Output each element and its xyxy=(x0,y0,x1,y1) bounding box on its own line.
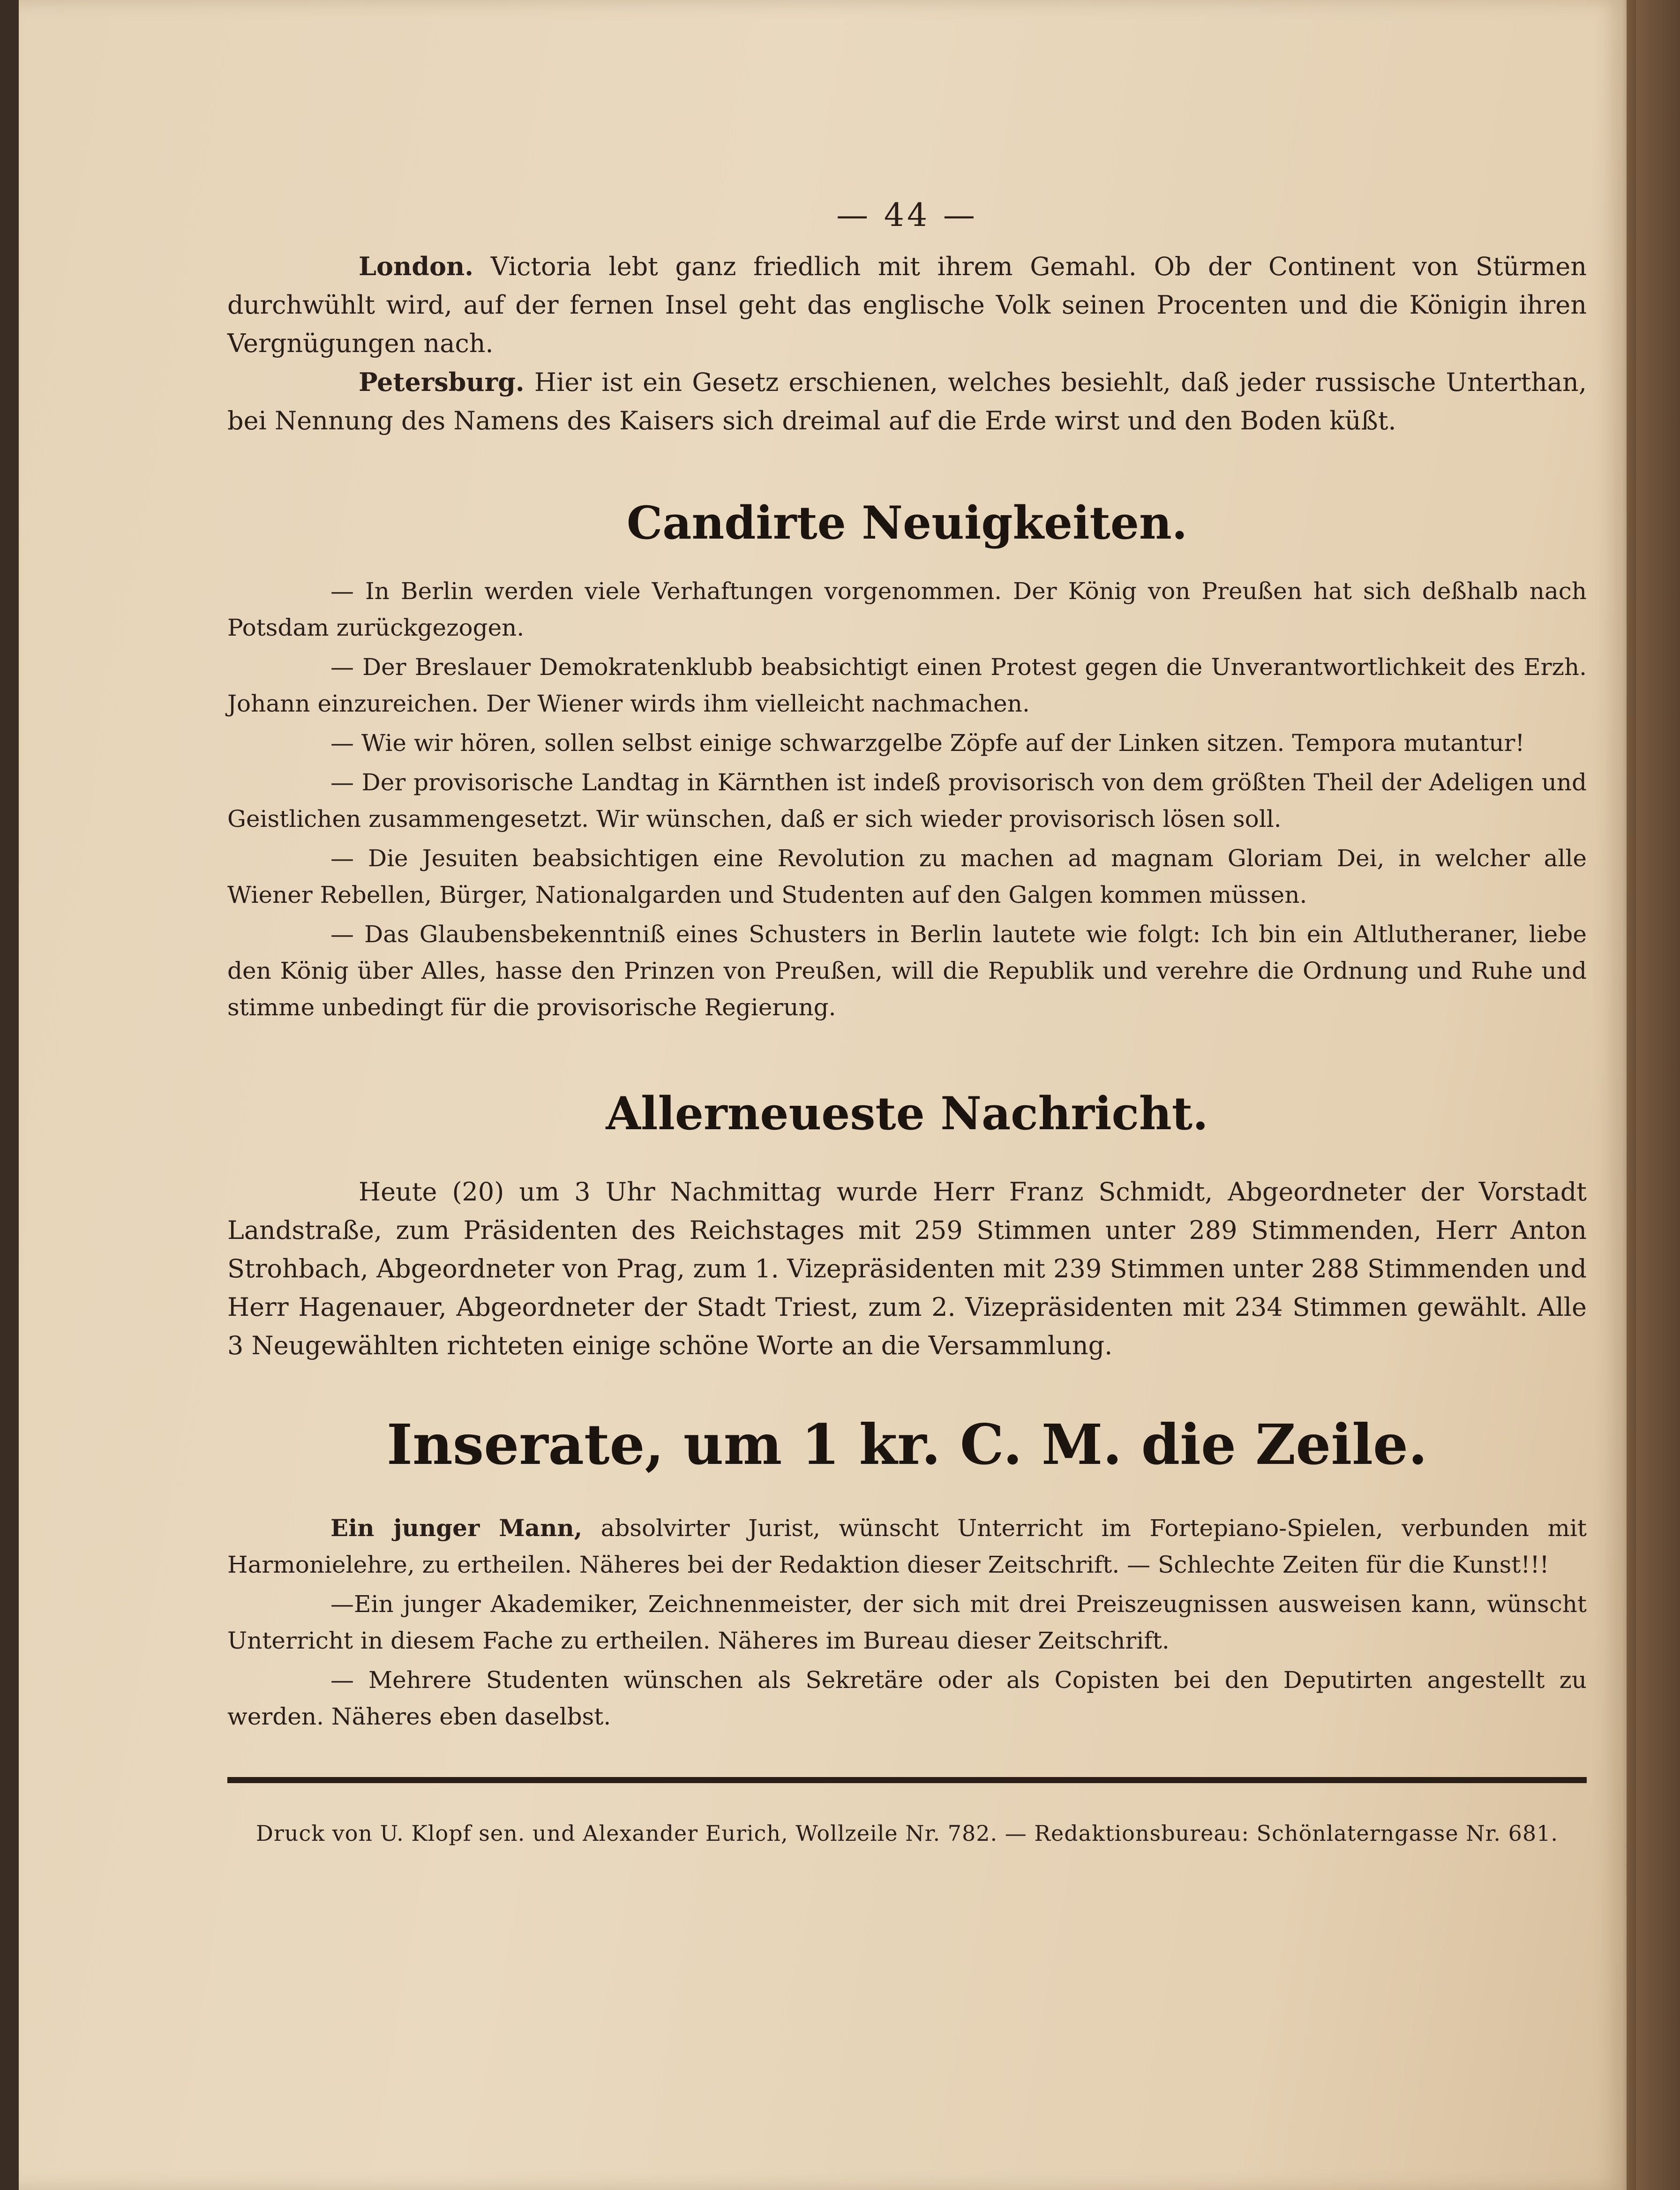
news-petersburg xyxy=(227,363,1587,440)
page-number: — 44 — xyxy=(836,197,978,234)
candirte-item: — Der Breslauer Demokratenklubb beabsichtigt einen Protest gegen die Unverantwortlichkeit des Erzh. Johann einzureichen. Der Wiener wirds ihm vielleicht nachmachen. xyxy=(227,653,1587,717)
news-london xyxy=(227,247,1587,363)
inserat-item xyxy=(227,1510,1587,1583)
candirte-item: — Das Glaubensbekenntniß eines Schusters in Berlin lautete wie folgt: Ich bin ein Altlutheraner, liebe den König über Alles, hasse den Prinzen von Preußen, will die Republik und verehre die Ordnung und Ruhe und stimme unbedingt für die provisorische Regierung. xyxy=(227,921,1587,1021)
candirte-item: — Wie wir hören, sollen selbst einige schwarzgelbe Zöpfe auf der Linken sitzen. Tempora mutantur! xyxy=(330,729,1525,757)
news-london-text: Victoria lebt ganz friedlich mit ihrem Gemahl. Ob der Continent von Stürmen durchwühlt wird, auf der fernen Insel geht das englische Volk seinen Procenten und die Königin ihren Vergnügungen nach. xyxy=(227,252,1587,358)
inserat-item: —Ein junger Akademiker, Zeichnenmeister, der sich mit drei Preiszeugnissen ausweisen kann, wünscht Unterricht in diesem Fache zu ertheilen. Näheres im Bureau dieser Zeitschrift. xyxy=(227,1590,1587,1654)
imprint-footer: Druck von U. Klopf sen. und Alexander Eurich, Wollzeile Nr. 782. — Redaktionsbureau: Schönlaterngasse Nr. 681. xyxy=(255,1821,1559,1846)
footer-rule xyxy=(227,1777,1587,1783)
section-title-candirte: Candirte Neuigkeiten. xyxy=(626,496,1188,549)
section-title-inserate: Inserate, um 1 kr. C. M. die Zeile. xyxy=(386,1412,1428,1477)
candirte-item: — Der provisorische Landtag in Kärnthen ist indeß provisorisch von dem größten Theil der Adeligen und Geistlichen zusammengesetzt. Wir wünschen, daß er sich wieder provisorisch lösen soll. xyxy=(227,769,1587,832)
news-petersburg-text: Hier ist ein Gesetz erschienen, welches besiehlt, daß jeder russische Unterthan, bei Nennung des Namens des Kaisers sich dreimal auf die Erde wirst und den Boden küßt. xyxy=(227,368,1587,435)
inserat-item: — Mehrere Studenten wünschen als Sekretäre oder als Copisten bei den Deputirten angestellt zu werden. Näheres eben daselbst. xyxy=(227,1666,1587,1730)
newspaper-page xyxy=(19,0,1627,2190)
candirte-item: — Die Jesuiten beabsichtigen eine Revolution zu machen ad magnam Gloriam Dei, in welcher alle Wiener Rebellen, Bürger, Nationalgarden und Studenten auf den Galgen kommen müssen. xyxy=(227,845,1587,908)
news-petersburg-lead: Petersburg. xyxy=(359,367,525,397)
candirte-item: — In Berlin werden viele Verhaftungen vorgenommen. Der König von Preußen hat sich deßhalb nach Potsdam zurückgezogen. xyxy=(227,578,1587,641)
allerneueste-text: Heute (20) um 3 Uhr Nachmittag wurde Herr Franz Schmidt, Abgeordneter der Vorstadt Landstraße, zum Präsidenten des Reichstages mit 259 Stimmen unter 289 Stimmenden, Herr Anton Strohbach, Abgeordneter von Prag, zum 1. Vizepräsidenten mit 239 Stimmen unter 288 Stimmenden und Herr Hagenauer, Abgeordneter der Stadt Triest, zum 2. Vizepräsidenten mit 234 Stimmen gewählt. Alle 3 Neugewählten richteten einige schöne Worte an die Versammlung. xyxy=(227,1177,1587,1360)
section-title-allerneueste: Allerneueste Nachricht. xyxy=(606,1087,1208,1140)
inserat-first-lead: Ein junger Mann, xyxy=(330,1514,583,1542)
page-content xyxy=(227,197,1587,1846)
page-fold-shadow xyxy=(1622,0,1636,2190)
inserat-first-text: absolvirter Jurist, wünscht Unterricht im Fortepiano-Spielen, verbunden mit Harmonielehre, zu ertheilen. Näheres bei der Redaktion dieser Zeitschrift. — Schlechte Zeiten für die Kunst!!! xyxy=(227,1515,1587,1578)
news-london-lead: London. xyxy=(359,251,474,281)
